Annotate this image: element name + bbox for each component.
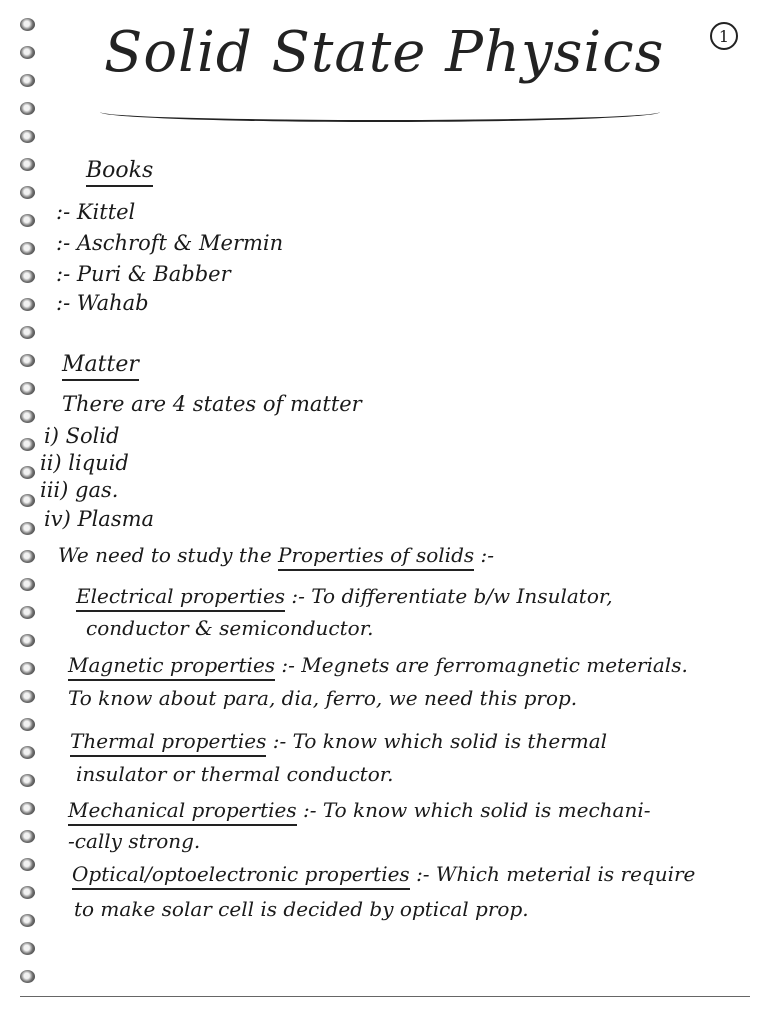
matter-heading: Matter: [62, 352, 139, 381]
electrical-properties-text2: conductor & semiconductor.: [86, 616, 374, 640]
book-item: :- Wahab: [56, 291, 149, 315]
books-heading: Books: [86, 158, 153, 187]
matter-state: iii) gas.: [40, 478, 119, 502]
mechanical-properties-label: Mechanical properties: [68, 798, 297, 826]
page-title: Solid State Physics: [104, 20, 665, 85]
properties-lead-text: We need to study the: [58, 543, 272, 567]
page-bottom-line: [20, 996, 750, 997]
matter-intro: There are 4 states of matter: [62, 392, 362, 416]
magnetic-properties-label: Magnetic properties: [68, 653, 275, 681]
optical-properties-text: :- Which meterial is require: [416, 862, 696, 886]
magnetic-properties-text2: To know about para, dia, ferro, we need this prop.: [68, 686, 578, 710]
magnetic-properties-text: :- Megnets are ferromagnetic meterials.: [281, 653, 688, 677]
thermal-properties-line: [70, 729, 607, 753]
properties-lead: [58, 543, 494, 567]
matter-state: i) Solid: [44, 424, 120, 448]
mechanical-properties-line: [68, 798, 651, 822]
title-underline: [100, 102, 660, 122]
book-item: :- Kittel: [56, 200, 136, 224]
page-number: 1: [710, 22, 738, 50]
properties-lead-tail: :-: [480, 543, 495, 567]
mechanical-properties-text2: -cally strong.: [68, 829, 201, 853]
matter-state: ii) liquid: [40, 451, 129, 475]
book-item: :- Puri & Babber: [56, 262, 231, 286]
matter-state: iv) Plasma: [44, 507, 155, 531]
properties-lead-underlined: Properties of solids: [278, 543, 474, 571]
optical-properties-text2: to make solar cell is decided by optical prop.: [74, 897, 529, 921]
mechanical-properties-text: :- To know which solid is mechani-: [302, 798, 651, 822]
thermal-properties-label: Thermal properties: [70, 729, 266, 757]
optical-properties-label: Optical/optoelectronic properties: [72, 862, 410, 890]
spiral-binding-holes: [20, 12, 44, 1012]
thermal-properties-text: :- To know which solid is thermal: [272, 729, 608, 753]
electrical-properties-line: [76, 584, 613, 608]
book-item: :- Aschroft & Mermin: [56, 231, 284, 255]
electrical-properties-text: :- To differentiate b/w Insulator,: [291, 584, 613, 608]
thermal-properties-text2: insulator or thermal conductor.: [76, 762, 394, 786]
electrical-properties-label: Electrical properties: [76, 584, 285, 612]
optical-properties-line: [72, 862, 695, 886]
magnetic-properties-line: [68, 653, 688, 677]
